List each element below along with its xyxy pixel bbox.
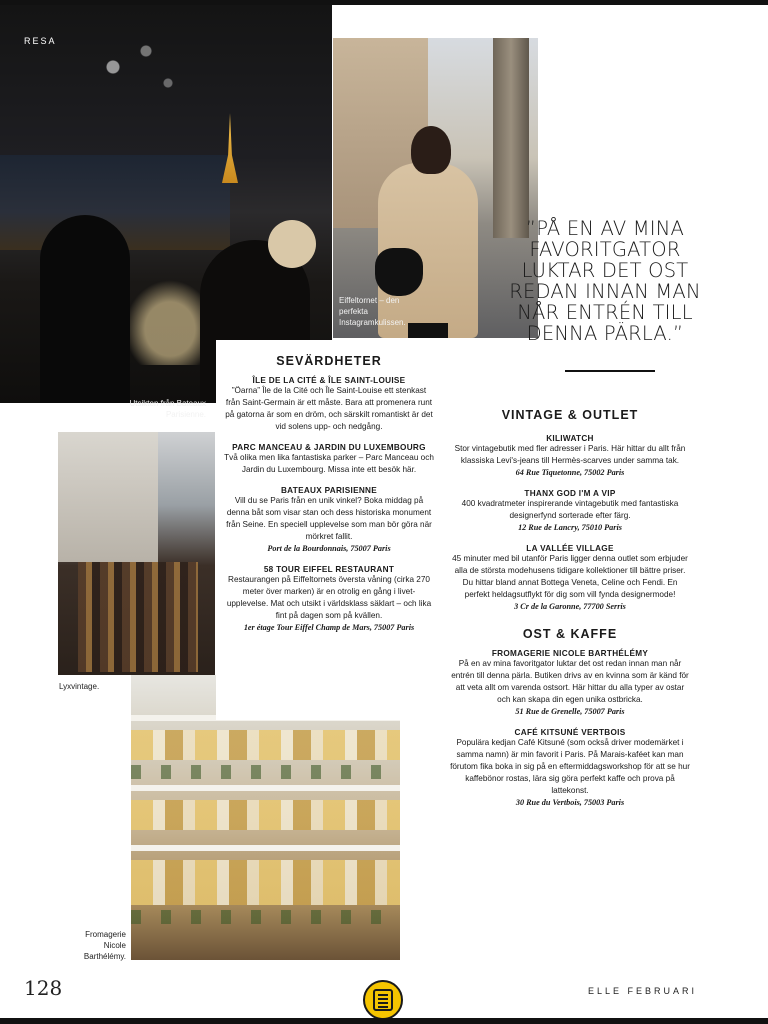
entry-title: 58 TOUR EIFFEL RESTAURANT [263, 565, 395, 574]
entry-body: 400 kvadratmeter inspirerande vintagebutik med fantastiska designerfynd sorterade efter färg. [461, 499, 679, 520]
right-column [450, 408, 690, 809]
photo-vintage-shop [58, 432, 215, 675]
cheese-coffee-heading: OST & KAFFE [522, 627, 618, 641]
entry-body: Restaurangen på Eiffeltornets översta våning (cirka 270 meter över marken) är en otrolig en gång i livet-upplevelse. Mat och utsikt i världsklass säklart – och lika fint på dagen som på kvällen. [226, 575, 432, 620]
entry-body: 45 minuter med bil utanför Paris ligger denna outlet som erbjuder alla de största modehusens tidigare kollektioner till bättre priser. Du hittar bland annat Bottega Veneta, Celine och Fendi. En perfekt heldagsutflykt för dig som vill fynda designermode! [452, 554, 688, 599]
vintage-heading: VINTAGE & OUTLET [501, 408, 639, 422]
caption-cheese: Fromagerie Nicole Barthélémy. [83, 930, 126, 961]
entry-body: Två olika men lika fantastiska parker – Parc Manceau och Jardin du Luxembourg. Missa inte ett besök här. [224, 453, 434, 474]
bottom-border [0, 1018, 768, 1024]
vintage-entry [450, 544, 690, 613]
entry-address: 12 Rue de Lancry, 75010 Paris [518, 523, 622, 532]
sights-heading: SEVÄRDHETER [276, 354, 382, 368]
vintage-entry [450, 434, 690, 479]
entry-address: Port de la Bourdonnais, 75007 Paris [267, 544, 391, 553]
entry-title: FROMAGERIE NICOLE BARTHÉLÉMY [491, 649, 649, 658]
footer-brand: ELLE FEBRUARI [588, 986, 698, 996]
entry-address: 64 Rue Tiquetonne, 75002 Paris [515, 468, 625, 477]
notes-button[interactable] [363, 980, 403, 1020]
entry-address: 3 Cr de la Garonne, 77700 Serris [514, 602, 626, 611]
entry-title: PARC MANCEAU & JARDIN DU LUXEMBOURG [232, 443, 426, 452]
caption-cruise: Utsikten från Bateaux Parisienne. [129, 399, 206, 419]
entry-title: KILIWATCH [546, 434, 594, 443]
quote-divider [565, 370, 655, 372]
entry-title: ÎLE DE LA CITÉ & ÎLE SAINT-LOUISE [252, 376, 406, 385]
pull-quote: ”PÅ EN AV MINA FAVORITGATOR LUKTAR DET OST REDAN INNAN MAN NÅR ENTRÉN TILL DENNA PÄRLA.” [509, 217, 701, 345]
entry-body: På en av mina favoritgator luktar det ost redan innan man når entrén till denna pärla. Butiken drivs av en kvinna som är känd för att veta allt om varenda ostsort. Här hittar du alla typer av ostar och kan skapa din egen unika ostbricka. [451, 659, 689, 704]
entry-address: 30 Rue du Vertbois, 75003 Paris [515, 798, 625, 807]
entry-body: Stor vintagebutik med fler adresser i Paris. Här hittar du allt från klassiska Levi's-jeans till Hermès-scarves under samma tak. [454, 444, 686, 465]
entry-title: CAFÉ KITSUNÉ VERTBOIS [514, 728, 626, 737]
sights-entry [224, 565, 434, 634]
section-tag: RESA [24, 36, 57, 46]
entry-title: THANX GOD I'M A VIP [524, 489, 616, 498]
entry-title: LA VALLÉE VILLAGE [526, 544, 614, 553]
sights-panel [216, 340, 442, 720]
entry-address: 1er étage Tour Eiffel Champ de Mars, 75007 Paris [243, 623, 415, 632]
caption-street: Eiffeltornet – den perfekta Instagramkulissen. [339, 296, 406, 327]
cheese-coffee-entry [450, 649, 690, 718]
eiffel-tower-shape [222, 113, 238, 183]
page-number: 128 [24, 976, 63, 1000]
cheese-coffee-entry [450, 728, 690, 809]
sights-entry [224, 486, 434, 555]
notes-icon [373, 989, 393, 1011]
entry-body: Vill du se Paris från en unik vinkel? Boka middag på denna båt som visar stan och dess historiska monument från Seine. En speciell upplevelse som man bör göra när mörkret fallit. [226, 496, 432, 541]
caption-shop: Lyxvintage. [59, 682, 100, 691]
entry-address: 51 Rue de Grenelle, 75007 Paris [515, 707, 625, 716]
vintage-entry [450, 489, 690, 534]
sights-entry [224, 443, 434, 476]
entry-body: Populära kedjan Café Kitsuné (som också driver modemärket i samma namn) är min favorit i Paris. På Marais-kaféet kan man förutom fika boka in sig på en eftermiddagsworkshop för att se hur kaffebönor rostas, lära sig göra perfekt kaffe och prova på lattekonst. [450, 738, 690, 795]
entry-title: BATEAUX PARISIENNE [280, 486, 378, 495]
sights-entry [224, 376, 434, 433]
entry-body: ”Öarna” Île de la Cité och Île Saint-Louise ett stenkast från Saint-Germain är ett måste. Bara att promenera runt på gatorna är som en dröm, och särskilt romantiskt är det vid solens upp- och nedgång. [225, 386, 433, 431]
